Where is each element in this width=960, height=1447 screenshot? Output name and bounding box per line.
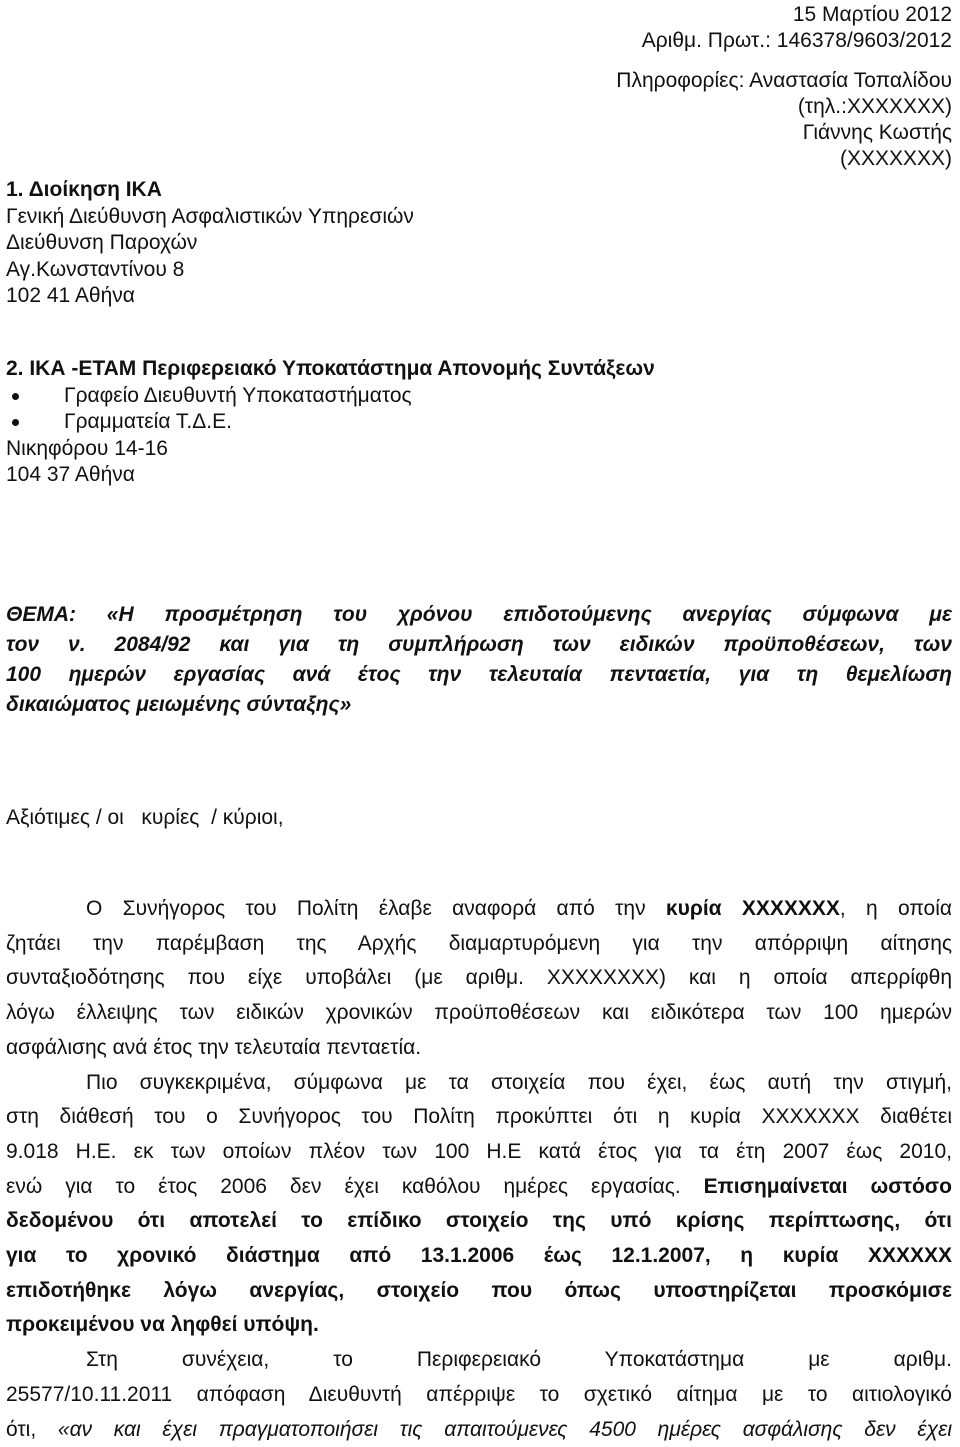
recipient-1-line: Διεύθυνση Παροχών — [6, 231, 198, 254]
body-line: λόγω έλλειψης των ειδικών χρονικών προϋποθέσεων και ειδικότερα των 100 ημερών — [6, 1001, 952, 1025]
subject-line: ΘΕΜΑ: «Η προσμέτρηση του χρόνου επιδοτούμενης ανεργίας σύμφωνα με — [6, 603, 952, 626]
body-line: 9.018 Η.Ε. εκ των οποίων πλέον των 100 Η.Ε κατά έτος για τα έτη 2007 έως 2010, — [6, 1139, 952, 1163]
body-line: δεδομένου ότι αποτελεί το επίδικο στοιχείο της υπό κρίσης περίπτωσης, ότι — [6, 1209, 952, 1233]
bullet-text: Γραφείο Διευθυντή Υποκαταστήματος — [64, 383, 412, 407]
text-run-bold: Επισημαίνεται ωστόσο — [703, 1174, 953, 1198]
info-phone-2: (ΧΧΧΧΧΧΧ) — [839, 147, 952, 170]
body-line: για το χρονικό διάστημα από 13.1.2006 έως 12.1.2007, η κυρία ΧΧΧΧΧΧ — [6, 1244, 952, 1268]
info-contact: Πληροφορίες: Αναστασία Τοπαλίδου — [616, 69, 952, 92]
protocol-number: Αριθμ. Πρωτ.: 146378/9603/2012 — [641, 29, 952, 52]
body-line: Στη συνέχεια, το Περιφερειακό Υποκατάστημα με αριθμ. — [86, 1348, 952, 1372]
recipient-2-bullet — [6, 409, 655, 436]
body-line: επιδοτήθηκε λόγω ανεργίας, στοιχείο που όπως υποστηρίζεται προσκόμισε — [6, 1278, 952, 1302]
subject-line: δικαιώματος μειωμένης σύνταξης» — [6, 693, 352, 716]
recipient-1-line: 102 41 Αθήνα — [6, 284, 135, 307]
body-line: ζητάει την παρέμβαση της Αρχής διαμαρτυρόμενη για την απόρριψη αίτησης — [6, 931, 952, 955]
recipient-2-line: Νικηφόρου 14-16 — [6, 436, 168, 460]
text-run-bold: κυρία ΧΧΧΧΧΧΧ — [665, 897, 840, 920]
subject-line: 100 ημερών εργασίας ανά έτος την τελευταία πενταετία, για τη θεμελίωση — [6, 663, 952, 686]
recipient-2-title: 2. ΙΚΑ -ΕΤΑΜ Περιφερειακό Υποκατάστημα Απονομής Συντάξεων — [6, 357, 655, 380]
text-run: ότι, — [6, 1417, 58, 1441]
letter-date: 15 Μαρτίου 2012 — [792, 3, 952, 26]
text-run: , η οποία — [839, 897, 953, 920]
info-contact-2: Γιάννης Κωστής — [802, 121, 952, 144]
recipient-2-bullet — [6, 383, 655, 410]
body-line — [6, 892, 952, 927]
recipient-1-line: Γενική Διεύθυνση Ασφαλιστικών Υπηρεσιών — [6, 204, 414, 228]
salutation: Αξιότιμες / οι κυρίες / κύριοι, — [6, 806, 284, 829]
text-run: Ο Συνήγορος του Πολίτη έλαβε αναφορά από την — [86, 897, 666, 920]
recipient-2 — [6, 356, 655, 489]
body-line: Πιο συγκεκριμένα, σύμφωνα με τα στοιχεία που έχει, έως αυτή την στιγμή, — [86, 1070, 952, 1094]
letter-body — [6, 892, 952, 1447]
bullet-text: Γραμματεία Τ.Δ.Ε. — [64, 410, 232, 433]
body-line: συνταξιοδότησης που είχε υποβάλει (με αριθμ. ΧΧΧΧΧΧΧΧ) και η οποία απερρίφθη — [6, 966, 952, 990]
letter-header — [616, 2, 952, 172]
body-line: ασφάλισης ανά έτος την τελευταία πενταετία. — [6, 1035, 422, 1059]
body-line: 25577/10.11.2011 απόφαση Διευθυντή απέρριψε το σχετικό αίτημα με το αιτιολογικό — [6, 1382, 952, 1406]
recipient-1 — [6, 177, 414, 310]
recipient-2-line: 104 37 Αθήνα — [6, 463, 135, 486]
subject-block — [6, 600, 952, 720]
body-line: προκειμένου να ληφθεί υπόψη. — [6, 1313, 319, 1337]
subject-line: τον ν. 2084/92 και για τη συμπλήρωση των ειδικών προϋποθέσεων, των — [6, 633, 952, 656]
body-line — [6, 1170, 952, 1205]
info-phone-1: (τηλ.:ΧΧΧΧΧΧΧ) — [797, 95, 952, 118]
text-run-italic: «αν και έχει πραγματοποιήσει τις απαιτούμενες 4500 ημέρες ασφάλισης δεν έχει — [57, 1417, 952, 1441]
body-line: στη διάθεσή του ο Συνήγορος του Πολίτη προκύπτει ότι η κυρία ΧΧΧΧΧΧΧ διαθέτει — [6, 1105, 952, 1129]
text-run: ενώ για το έτος 2006 δεν έχει καθόλου ημέρες εργασίας. — [6, 1174, 704, 1198]
recipient-1-line: Αγ.Κωνσταντίνου 8 — [6, 257, 185, 281]
body-line — [6, 1413, 952, 1447]
recipient-1-title: 1. Διοίκηση ΙΚΑ — [6, 178, 162, 201]
